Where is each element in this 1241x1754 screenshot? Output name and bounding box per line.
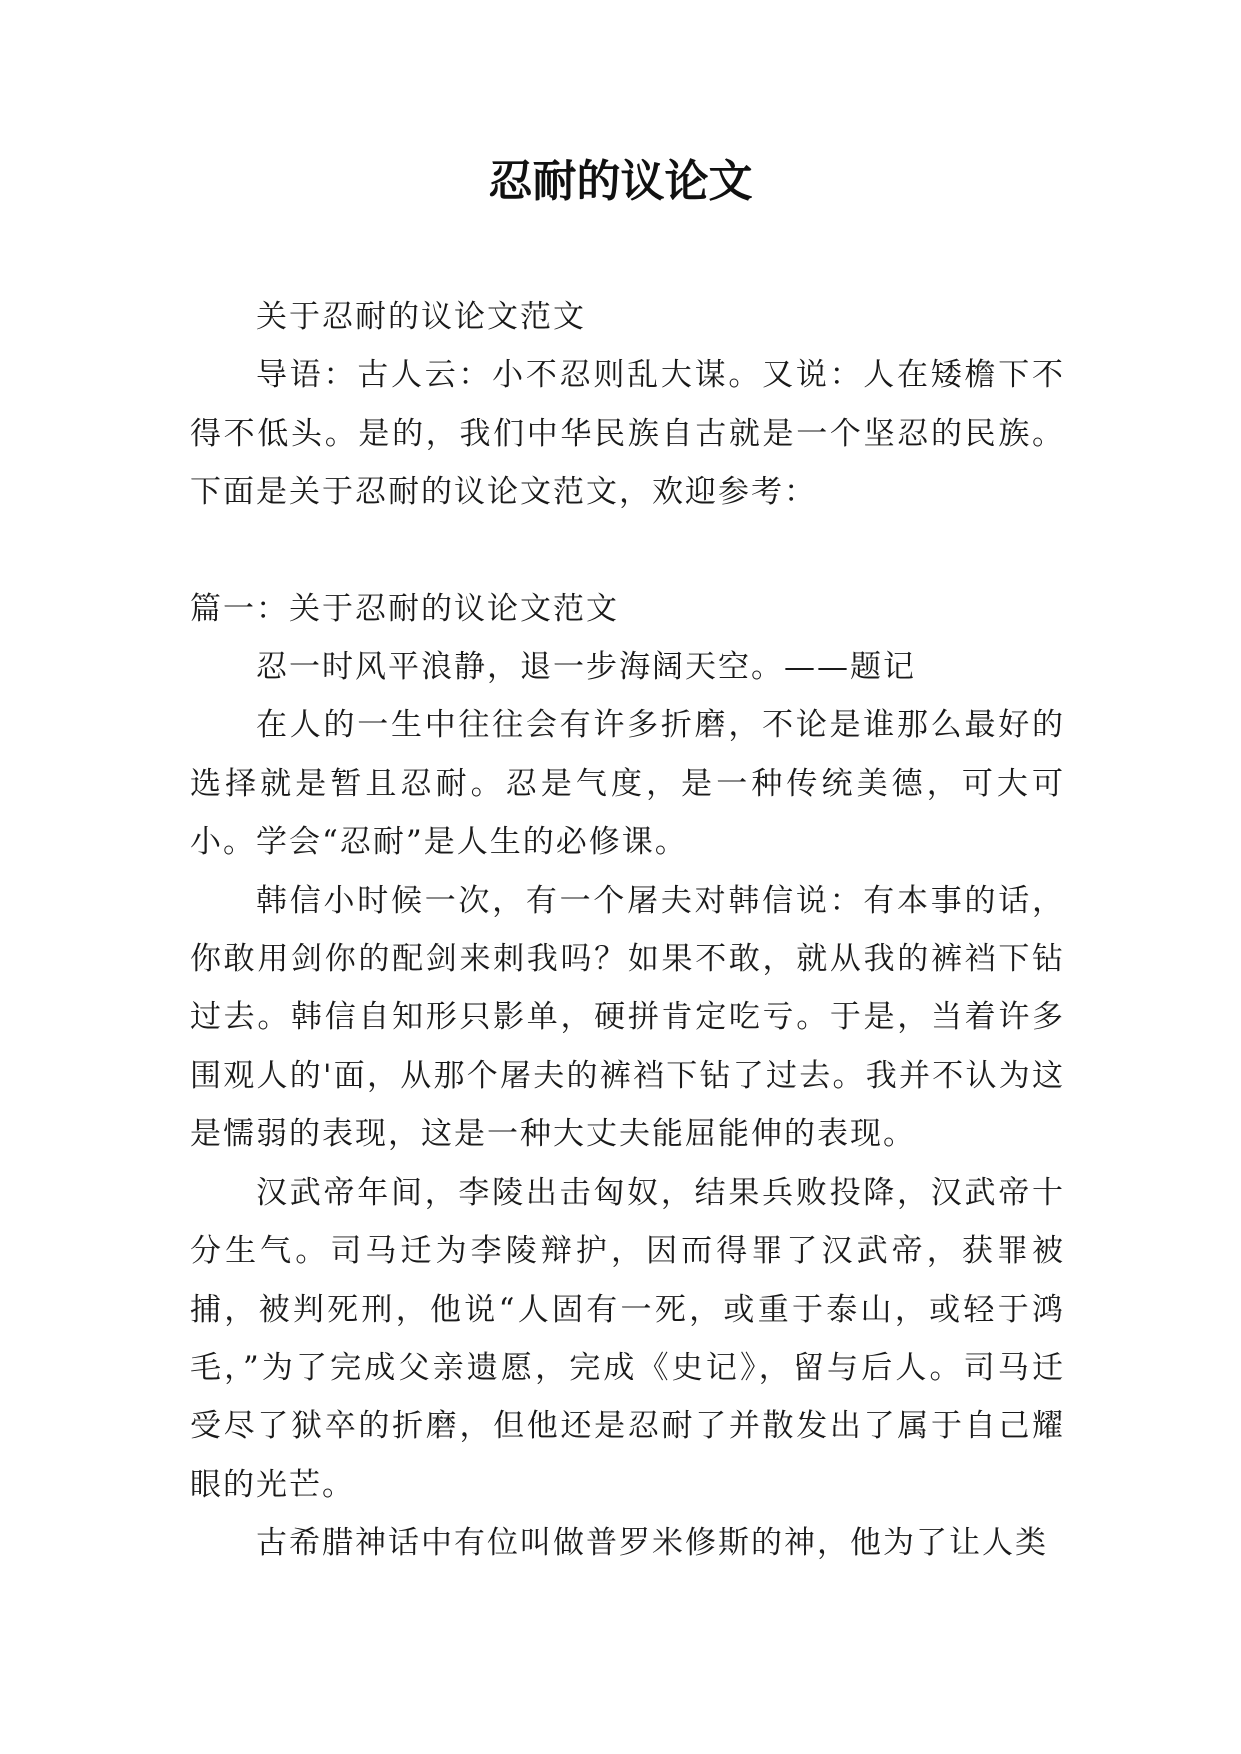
document-title: 忍耐的议论文	[488, 156, 753, 207]
section-heading: 篇一：关于忍耐的议论文范文	[190, 590, 619, 627]
body-paragraph: 古希腊神话中有位叫做普罗米修斯的神，他为了让人类	[256, 1525, 1048, 1562]
body-paragraph: 在人的一生中往往会有许多折磨，不论是谁那么最好的选择就是暂且忍耐。忍是气度，是一种传统美德，可大可小。学会“忍耐”是人生的必修课。	[190, 707, 1065, 861]
document-body	[190, 288, 1065, 1573]
subtitle: 关于忍耐的议论文范文	[256, 299, 586, 335]
body-paragraph: 汉武帝年间，李陵出击匈奴，结果兵败投降，汉武帝十分生气。司马迁为李陵辩护，因而得罪了汉武帝，获罪被捕，被判死刑，他说“人固有一死，或重于泰山，或轻于鸿毛，”为了完成父亲遗愿，完成《史记》，留与后人。司马迁受尽了狱卒的折磨，但他还是忍耐了并散发出了属于自己耀眼的光芒。	[190, 1174, 1065, 1503]
section-spacer	[190, 522, 1065, 580]
intro-paragraph: 导语：古人云：小不忍则乱大谋。又说：人在矮檐下不得不低头。是的，我们中华民族自古就是一个坚忍的民族。下面是关于忍耐的议论文范文，欢迎参考：	[190, 357, 1065, 511]
epigraph: 忍一时风平浪静，退一步海阔天空。——题记	[256, 649, 916, 686]
body-paragraph: 韩信小时候一次，有一个屠夫对韩信说：有本事的话，你敢用剑你的配剑来刺我吗？如果不敢，就从我的裤裆下钻过去。韩信自知形只影单，硬拼肯定吃亏。于是，当着许多围观人的'面，从那个屠夫的裤裆下钻了过去。我并不认为这是懦弱的表现，这是一种大丈夫能屈能伸的表现。	[190, 882, 1065, 1153]
